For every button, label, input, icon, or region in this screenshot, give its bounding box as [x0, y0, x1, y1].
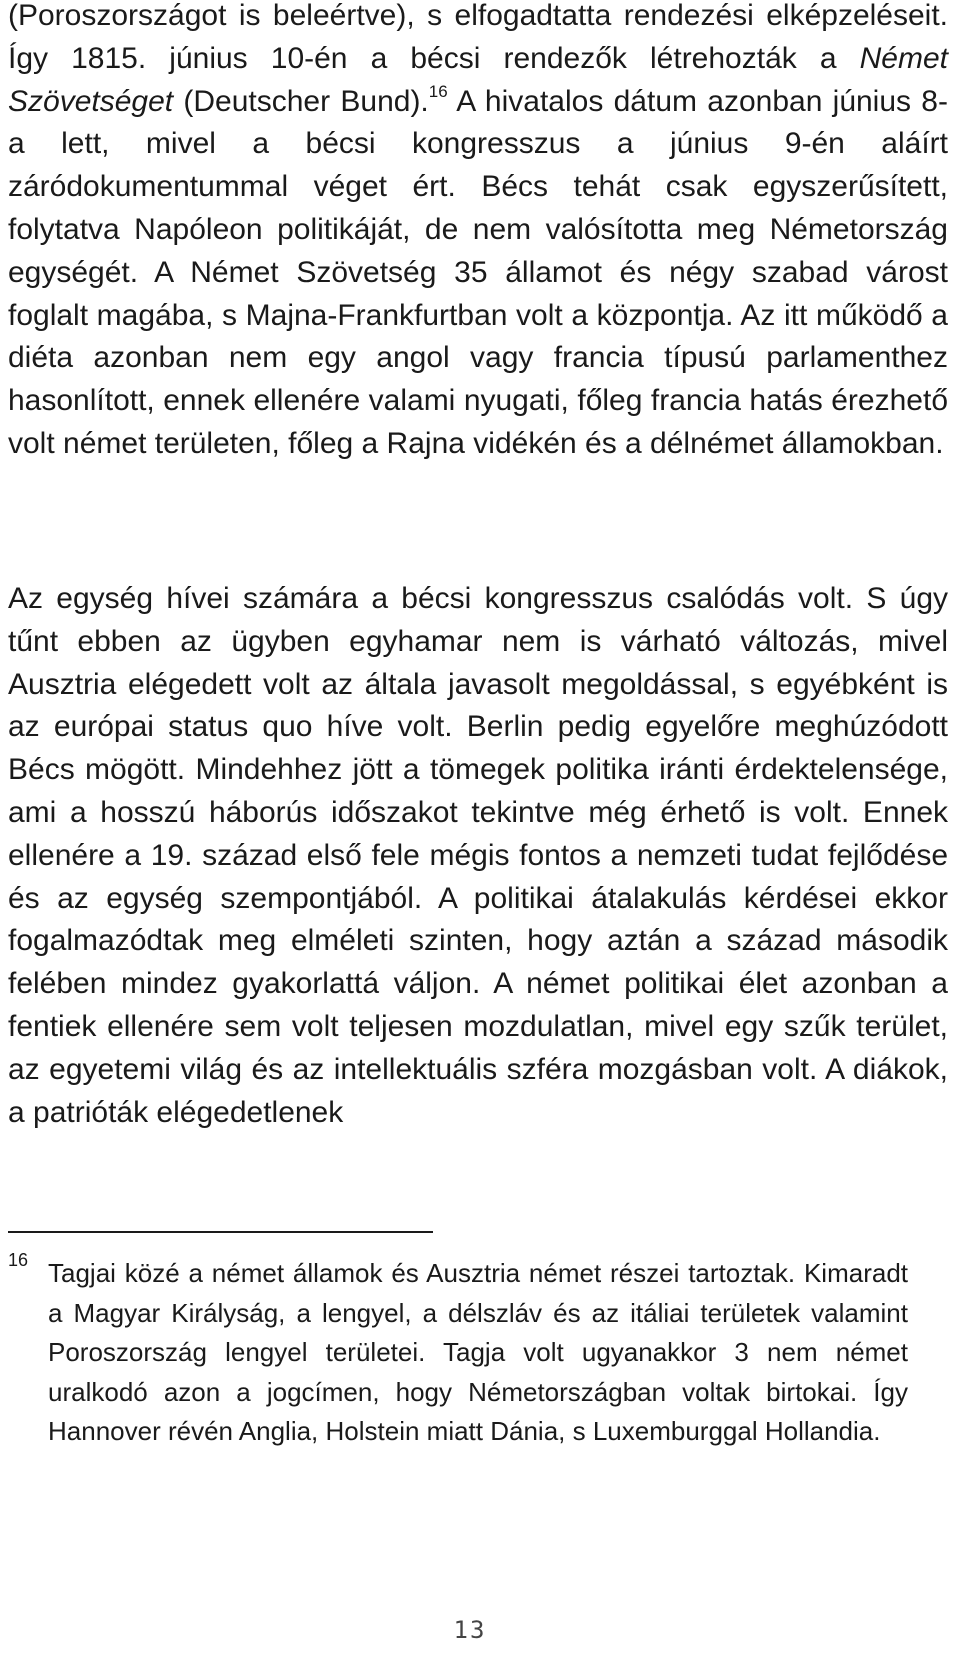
footnote-text: Tagjai közé a német államok és Ausztria német részei tartoztak. Kimaradt a Magyar Királyság, a lengyel, a délszláv és az itáliai területek valamint Poroszország lengyel területei. Tagja volt ugyanakkor 3 nem német uralkodó azon a jogcímen, hogy Németországban voltak birtokai. Így Hannover révén Anglia, Holstein miatt Dánia, s Luxemburggal Hollandia.: [48, 1258, 908, 1447]
body-paragraph-1: [8, 0, 948, 466]
page-number: 13: [453, 1616, 487, 1644]
footnote: [8, 1250, 908, 1448]
paragraph-1-text-a: (Poroszországot is beleértve), s elfogadtatta rendezési elképzeléseit. Így 1815. június 10-én a bécsi rendezők létrehozták a: [8, 0, 948, 75]
paragraph-1-italic-term: Német Szövetséget: [8, 41, 948, 118]
footnote-separator: [8, 1231, 433, 1233]
body-paragraph-2: Az egység hívei számára a bécsi kongresszus csalódás volt. S úgy tűnt ebben az ügyben egyhamar nem is várható változás, mivel Ausztria elégedett volt az általa javasolt megoldással, s egyébként is az európai status quo híve volt. Berlin pedig egyelőre meghúzódott Bécs mögött. Mindehhez jött a tömegek politika iránti érdektelensége, ami a hosszú háborús időszakot tekintve még érhető is volt. Ennek ellenére a 19. század első fele mégis fontos a nemzeti tudat fejlődése és az egység szempontjából. A politikai átalakulás kérdései ekkor fogalmazódtak meg elméleti szinten, hogy aztán a század második felében mindez gyakorlattá váljon. A német politikai élet azonban a fentiek ellenére sem volt teljesen mozdulatlan, mivel egy szűk terület, az egyetemi világ és az intellektuális szféra mozgásban volt. A diákok, a patrióták elégedetlenek: [8, 582, 948, 1129]
paragraph-1-text-c: A hivatalos dátum azonban június 8-a lett, mivel a bécsi kongresszus a június 9-én aláírt záródokumentummal véget ért. Bécs tehát csak egyszerűsített, folytatva Napóleon politikáját, de nem valósította meg Németország egységét. A Német Szövetség 35 államot és négy szabad várost foglalt magába, s Majna-Frankfurtban volt a központja. Az itt működő a diéta azonban nem egy angol vagy francia típusú parlamenthez hasonlított, ennek ellenére valami nyugati, főleg francia hatás érezhető volt német területen, főleg a Rajna vidékén és a délnémet államokban.: [8, 84, 948, 460]
paragraph-1-text-b: (Deutscher Bund).: [173, 84, 429, 118]
footnote-reference[interactable]: 16: [428, 81, 448, 101]
footnote-marker: 16: [8, 1250, 29, 1270]
